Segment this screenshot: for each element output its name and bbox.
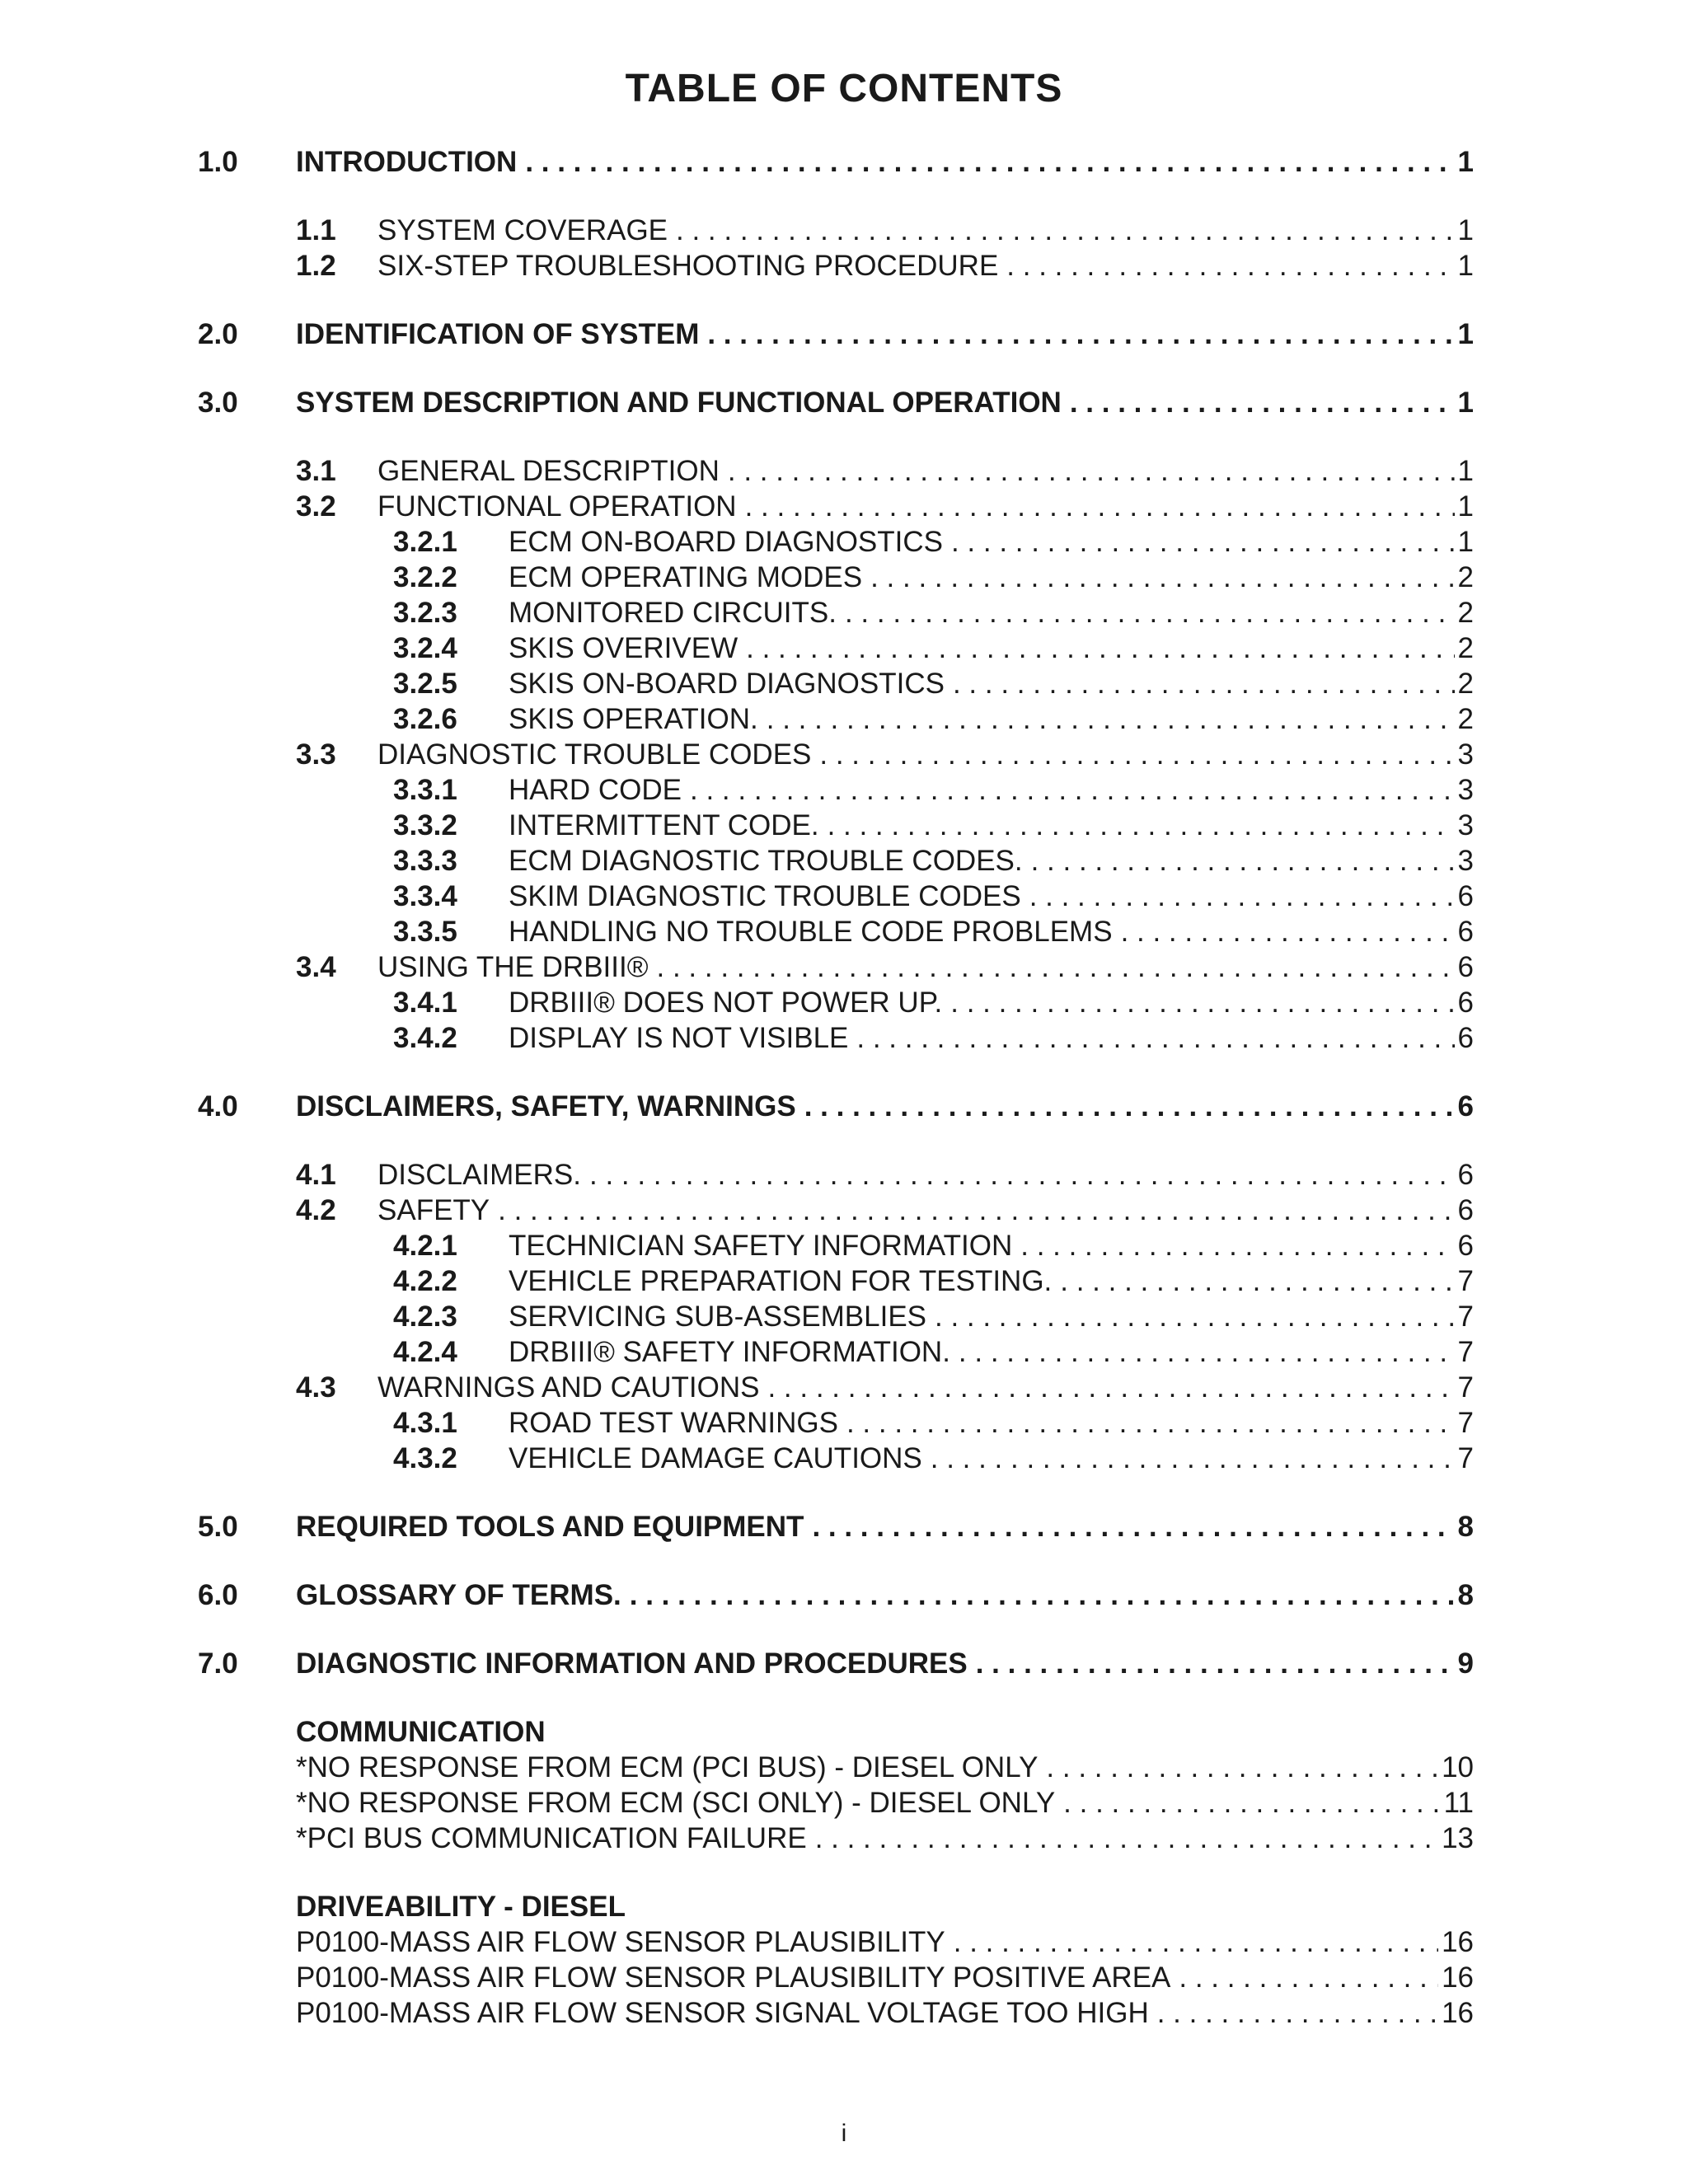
toc-entry-page: 1: [1457, 214, 1474, 246]
toc-entry-page: 16: [1442, 1997, 1474, 2029]
toc-entry-title: DRBIII® SAFETY INFORMATION.: [509, 1336, 950, 1368]
toc-entry-page: 6: [1457, 1022, 1474, 1054]
toc-entry-title: HARD CODE: [509, 774, 682, 806]
toc-entry-number: 3.3.2: [393, 809, 457, 841]
toc-entry-title: ROAD TEST WARNINGS: [509, 1407, 838, 1439]
dot-leader: [676, 213, 1455, 249]
toc-entry: [0, 949, 1474, 986]
toc-entry: [0, 144, 1474, 180]
toc-entry-number: 4.1: [296, 1159, 336, 1191]
toc-entry: [0, 248, 1474, 284]
toc-entry-title: SKIM DIAGNOSTIC TROUBLE CODES: [509, 880, 1021, 912]
toc-entry-number: 3.2.1: [393, 526, 457, 558]
toc-entry: [0, 560, 1474, 596]
toc-entry-page: 7: [1457, 1371, 1474, 1404]
toc-entry-page: 6: [1457, 1230, 1474, 1262]
toc-entry-number: 3.2.3: [393, 597, 457, 629]
toc-entry-title: SYSTEM COVERAGE: [377, 214, 668, 246]
toc-entry-number: 3.2.4: [393, 632, 457, 664]
toc-entry-page: 1: [1457, 490, 1474, 523]
toc-entry-page: 1: [1457, 250, 1474, 282]
toc-entry: [0, 1714, 1474, 1750]
toc-entry-number: 4.3: [296, 1371, 336, 1404]
dot-leader: [630, 1577, 1455, 1614]
toc-entry-number: 4.3.1: [393, 1407, 457, 1439]
toc-entry-title: INTRODUCTION: [296, 146, 518, 178]
toc-entry: [0, 1924, 1474, 1961]
toc-entry: [0, 1995, 1474, 2032]
toc-entry-number: 3.3.4: [393, 880, 457, 912]
dot-leader: [935, 1299, 1455, 1335]
toc-entry-number: 1.1: [296, 214, 336, 246]
toc-entry-title: IDENTIFICATION OF SYSTEM: [296, 318, 700, 350]
toc-entry-page: 6: [1457, 1090, 1474, 1122]
toc-entry-number: 7.0: [198, 1647, 238, 1680]
toc-entry-title: MONITORED CIRCUITS.: [509, 597, 837, 629]
toc-entry: [0, 1646, 1474, 1682]
toc-entry-page: 3: [1457, 809, 1474, 841]
dot-leader: [812, 1509, 1454, 1545]
toc-entry: [0, 879, 1474, 915]
toc-entry-number: 4.2.1: [393, 1230, 457, 1262]
dot-leader: [1157, 1995, 1438, 2032]
toc-entry: [0, 843, 1474, 879]
toc-entry-page: 1: [1457, 455, 1474, 487]
dot-leader: [1029, 879, 1455, 915]
toc-entry-number: 3.4.1: [393, 987, 457, 1019]
toc-entry-number: 3.3.3: [393, 845, 457, 877]
toc-entry: [0, 1370, 1474, 1406]
toc-entry: [0, 808, 1474, 844]
toc-entry-title: *NO RESPONSE FROM ECM (PCI BUS) - DIESEL ONLY: [296, 1751, 1039, 1783]
toc-entry-number: 3.2.6: [393, 703, 457, 735]
toc-entry-number: 4.3.2: [393, 1442, 457, 1474]
toc-entry: [0, 1020, 1474, 1057]
toc-entry-title: DRIVEABILITY - DIESEL: [296, 1891, 626, 1923]
toc-entry-page: 7: [1457, 1265, 1474, 1297]
dot-leader: [728, 453, 1455, 490]
dot-leader: [828, 808, 1455, 844]
toc-entry-title: SYSTEM DESCRIPTION AND FUNCTIONAL OPERATION: [296, 387, 1062, 419]
toc-entry: [0, 213, 1474, 249]
toc-entry: [0, 1193, 1474, 1229]
toc-entry-title: SKIS OVERIVEW: [509, 632, 738, 664]
dot-leader: [1006, 248, 1454, 284]
toc-entry-number: 3.3.5: [393, 916, 457, 948]
toc-entry-page: 7: [1457, 1301, 1474, 1333]
dot-leader: [1031, 843, 1455, 879]
toc-entry: [0, 772, 1474, 808]
toc-entry: [0, 985, 1474, 1021]
toc-entry-page: 8: [1457, 1579, 1474, 1611]
toc-entry-title: ECM OPERATING MODES: [509, 561, 863, 593]
toc-entry-title: VEHICLE PREPARATION FOR TESTING.: [509, 1265, 1053, 1297]
toc-entry: [0, 1889, 1474, 1925]
toc-entry-title: P0100-MASS AIR FLOW SENSOR PLAUSIBILITY POSITIVE AREA: [296, 1961, 1171, 1994]
toc-entry-title: GLOSSARY OF TERMS.: [296, 1579, 621, 1611]
toc-entry: [0, 1334, 1474, 1371]
toc-entry-page: 3: [1457, 738, 1474, 771]
toc-entry-title: *PCI BUS COMMUNICATION FAILURE: [296, 1822, 807, 1854]
dot-leader: [1070, 385, 1455, 421]
toc-entry-number: 4.2: [296, 1194, 336, 1226]
dot-leader: [589, 1157, 1455, 1193]
dot-leader: [767, 701, 1455, 738]
toc-entry-title: REQUIRED TOOLS AND EQUIPMENT: [296, 1511, 804, 1543]
toc-entry-page: 6: [1457, 916, 1474, 948]
toc-entry: [0, 385, 1474, 421]
toc-entry: [0, 1157, 1474, 1193]
toc-entry-title: GENERAL DESCRIPTION: [377, 455, 720, 487]
toc-entry-number: 6.0: [198, 1579, 238, 1611]
dot-leader: [819, 737, 1454, 773]
dot-leader: [746, 630, 1454, 667]
toc-entry-number: 3.2: [296, 490, 336, 523]
toc-entry-page: 2: [1457, 703, 1474, 735]
toc-entry-title: DIAGNOSTIC INFORMATION AND PROCEDURES: [296, 1647, 968, 1680]
toc-entry-page: 9: [1457, 1647, 1474, 1680]
dot-leader: [950, 985, 1454, 1021]
toc-entry: [0, 595, 1474, 631]
dot-leader: [846, 1405, 1455, 1441]
toc-entry-title: SAFETY: [377, 1194, 490, 1226]
toc-entry-page: 13: [1442, 1822, 1474, 1854]
dot-leader: [657, 949, 1455, 986]
toc-entry: [0, 1299, 1474, 1335]
toc-entry: [0, 524, 1474, 560]
toc-entry-title: P0100-MASS AIR FLOW SENSOR PLAUSIBILITY: [296, 1926, 945, 1958]
toc-entry-page: 16: [1442, 1961, 1474, 1994]
toc-entry-number: 3.4.2: [393, 1022, 457, 1054]
toc-entry: [0, 1821, 1474, 1857]
toc-entry-page: 1: [1457, 387, 1474, 419]
toc-entry-page: 7: [1457, 1336, 1474, 1368]
toc-entry-number: 4.0: [198, 1090, 238, 1122]
toc-entry: [0, 630, 1474, 667]
toc-entry: [0, 914, 1474, 950]
dot-leader: [1179, 1960, 1438, 1996]
toc-entry-title: ECM DIAGNOSTIC TROUBLE CODES.: [509, 845, 1023, 877]
toc-entry-title: DRBIII® DOES NOT POWER UP.: [509, 987, 943, 1019]
toc-entry-title: ECM ON-BOARD DIAGNOSTICS: [509, 526, 943, 558]
toc-entry: [0, 1263, 1474, 1300]
dot-leader: [953, 666, 1455, 702]
toc-entry-title: P0100-MASS AIR FLOW SENSOR SIGNAL VOLTAGE TOO HIGH: [296, 1997, 1149, 2029]
toc-entry-number: 3.0: [198, 387, 238, 419]
page-title: TABLE OF CONTENTS: [625, 67, 1063, 110]
toc-entry: [0, 316, 1474, 353]
dot-leader: [931, 1441, 1455, 1477]
toc-entry: [0, 1750, 1474, 1786]
toc-entry-number: 2.0: [198, 318, 238, 350]
toc-entry-title: VEHICLE DAMAGE CAUTIONS: [509, 1442, 922, 1474]
toc-entry-page: 3: [1457, 845, 1474, 877]
toc-entry-number: 3.1: [296, 455, 336, 487]
toc-entry: [0, 1960, 1474, 1996]
toc-entry-page: 1: [1457, 526, 1474, 558]
toc-entry-page: 10: [1442, 1751, 1474, 1783]
dot-leader: [959, 1334, 1455, 1371]
dot-leader: [954, 1924, 1438, 1961]
toc-entry-number: 3.3.1: [393, 774, 457, 806]
dot-leader: [845, 595, 1455, 631]
toc-entry-page: 6: [1457, 1194, 1474, 1226]
dot-leader: [1063, 1785, 1440, 1821]
dot-leader: [870, 560, 1454, 596]
dot-leader: [951, 524, 1455, 560]
toc-entry-title: DISPLAY IS NOT VISIBLE: [509, 1022, 849, 1054]
page-number: i: [841, 2120, 847, 2147]
toc-entry: [0, 737, 1474, 773]
toc-entry-page: 7: [1457, 1407, 1474, 1439]
toc-entry-title: INTERMITTENT CODE.: [509, 809, 819, 841]
toc-entry-number: 1.0: [198, 146, 238, 178]
toc-entry: [0, 453, 1474, 490]
dot-leader: [1020, 1228, 1454, 1264]
toc-entry-number: 5.0: [198, 1511, 238, 1543]
toc-entry-page: 16: [1442, 1926, 1474, 1958]
dot-leader: [767, 1370, 1454, 1406]
toc-entry-number: 3.2.2: [393, 561, 457, 593]
toc-entry-page: 7: [1457, 1442, 1474, 1474]
toc-entry-page: 2: [1457, 668, 1474, 700]
toc-entry-number: 3.4: [296, 951, 336, 983]
toc-entry-title: USING THE DRBIII®: [377, 951, 649, 983]
toc-entry: [0, 1785, 1474, 1821]
toc-entry-page: 2: [1457, 632, 1474, 664]
dot-leader: [707, 316, 1454, 353]
toc-entry-title: SKIS ON-BOARD DIAGNOSTICS: [509, 668, 945, 700]
toc-entry: [0, 1228, 1474, 1264]
toc-entry-title: DISCLAIMERS, SAFETY, WARNINGS: [296, 1090, 796, 1122]
toc-entry-title: FUNCTIONAL OPERATION: [377, 490, 737, 523]
toc-entry-page: 6: [1457, 987, 1474, 1019]
dot-leader: [525, 144, 1454, 180]
toc-entry-title: SKIS OPERATION.: [509, 703, 758, 735]
dot-leader: [856, 1020, 1454, 1057]
toc-entry: [0, 1577, 1474, 1614]
dot-leader: [804, 1089, 1455, 1125]
dot-leader: [1060, 1263, 1454, 1300]
toc-entry-page: 6: [1457, 1159, 1474, 1191]
toc-entry-title: SERVICING SUB-ASSEMBLIES: [509, 1301, 927, 1333]
toc-entry: [0, 666, 1474, 702]
toc-entry: [0, 1441, 1474, 1477]
toc-entry-page: 2: [1457, 597, 1474, 629]
toc-entry-page: 2: [1457, 561, 1474, 593]
toc-entry: [0, 1089, 1474, 1125]
toc-entry-page: 6: [1457, 880, 1474, 912]
toc-entry-number: 4.2.2: [393, 1265, 457, 1297]
toc-entry-number: 4.2.3: [393, 1301, 457, 1333]
toc-entry-page: 1: [1457, 318, 1474, 350]
toc-entry-title: COMMUNICATION: [296, 1716, 546, 1748]
toc-entry-page: 6: [1457, 951, 1474, 983]
dot-leader: [1121, 914, 1455, 950]
toc-entry: [0, 701, 1474, 738]
toc-entry: [0, 1405, 1474, 1441]
toc-entry-page: 3: [1457, 774, 1474, 806]
toc-entry-title: HANDLING NO TROUBLE CODE PROBLEMS: [509, 916, 1113, 948]
toc-entry-title: WARNINGS AND CAUTIONS: [377, 1371, 760, 1404]
toc-entry: [0, 1509, 1474, 1545]
toc-entry-title: *NO RESPONSE FROM ECM (SCI ONLY) - DIESEL ONLY: [296, 1787, 1056, 1819]
toc-entry-page: 11: [1443, 1787, 1474, 1819]
dot-leader: [815, 1821, 1438, 1857]
toc-entry-title: DISCLAIMERS.: [377, 1159, 581, 1191]
toc-entry-title: DIAGNOSTIC TROUBLE CODES: [377, 738, 812, 771]
toc-entry-number: 3.2.5: [393, 668, 457, 700]
toc-entry-title: SIX-STEP TROUBLESHOOTING PROCEDURE: [377, 250, 999, 282]
dot-leader: [1046, 1750, 1438, 1786]
dot-leader: [690, 772, 1455, 808]
toc-entry-page: 8: [1457, 1511, 1474, 1543]
dot-leader: [976, 1646, 1455, 1682]
dot-leader: [745, 489, 1455, 525]
dot-leader: [498, 1193, 1454, 1229]
toc-entry-number: 1.2: [296, 250, 336, 282]
toc-entry-title: TECHNICIAN SAFETY INFORMATION: [509, 1230, 1013, 1262]
toc-entry-page: 1: [1457, 146, 1474, 178]
toc-entry-number: 4.2.4: [393, 1336, 457, 1368]
toc-entry-number: 3.3: [296, 738, 336, 771]
toc-entry: [0, 489, 1474, 525]
